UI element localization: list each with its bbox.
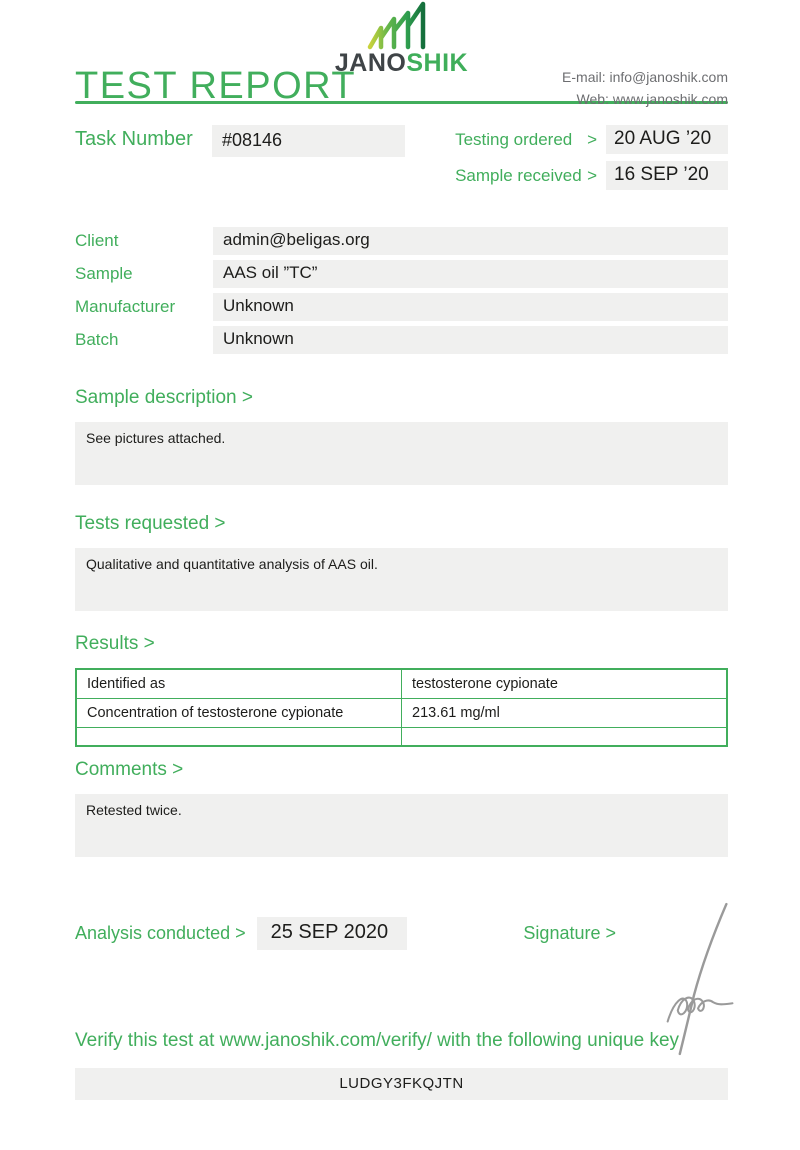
client-value: admin@beligas.org bbox=[213, 227, 728, 255]
table-row bbox=[76, 728, 727, 746]
analysis-conducted-date: 25 SEP 2020 bbox=[257, 917, 407, 950]
table-row bbox=[76, 669, 727, 699]
sample-received-value: 16 SEP ’20 bbox=[606, 161, 728, 190]
analysis-conducted-label: Analysis conducted > bbox=[75, 922, 246, 943]
handwritten-signature bbox=[640, 898, 752, 1060]
sample-description-heading: Sample description > bbox=[75, 387, 253, 408]
contact-block bbox=[562, 40, 728, 108]
dates-group bbox=[455, 125, 728, 190]
batch-label: Batch bbox=[75, 330, 119, 349]
logo-wordmark bbox=[335, 51, 468, 76]
info-row-batch bbox=[75, 326, 728, 354]
info-fields bbox=[75, 227, 728, 354]
results-cell-empty bbox=[76, 728, 402, 746]
logo-word-dark: JANO bbox=[334, 49, 407, 77]
testing-ordered-label: Testing ordered bbox=[455, 129, 573, 149]
email-value: info@janoshik.com bbox=[609, 69, 728, 85]
web-label: Web: bbox=[576, 91, 609, 108]
client-label: Client bbox=[75, 231, 119, 250]
section-tests-requested bbox=[75, 513, 728, 611]
trend-bars-icon bbox=[362, 0, 442, 50]
section-results bbox=[75, 633, 728, 747]
contact-web-line bbox=[562, 88, 728, 110]
results-heading: Results > bbox=[75, 633, 155, 654]
page-title: TEST REPORT bbox=[75, 65, 357, 107]
task-number-value: #08146 bbox=[212, 125, 405, 157]
tests-requested-body: Qualitative and quantitative analysis of AAS oil. bbox=[75, 548, 728, 611]
header bbox=[75, 0, 728, 108]
sample-value: AAS oil ”TC” bbox=[213, 260, 728, 288]
unique-key-value: LUDGY3FKQJTN bbox=[75, 1068, 728, 1100]
results-cell-concentration-label: Concentration of testosterone cypionate bbox=[76, 699, 402, 728]
tests-requested-heading: Tests requested > bbox=[75, 513, 226, 534]
email-label: E-mail: bbox=[562, 69, 606, 85]
task-number-label: Task Number bbox=[75, 128, 193, 150]
results-cell-identified-label: Identified as bbox=[76, 669, 402, 699]
sample-received-row bbox=[455, 161, 728, 190]
analysis-signature-row bbox=[75, 917, 728, 950]
web-value: www.janoshik.com bbox=[612, 91, 728, 108]
section-sample-description bbox=[75, 387, 728, 485]
batch-value: Unknown bbox=[213, 326, 728, 354]
arrow-glyph: > bbox=[587, 129, 597, 149]
sample-description-body: See pictures attached. bbox=[75, 422, 728, 485]
info-row-sample bbox=[75, 260, 728, 288]
testing-ordered-row bbox=[455, 125, 728, 154]
section-comments bbox=[75, 759, 728, 857]
janoshik-logo bbox=[332, 0, 472, 76]
logo-word-green: SHIK bbox=[406, 49, 469, 77]
signature-label: Signature > bbox=[523, 922, 616, 943]
manufacturer-value: Unknown bbox=[213, 293, 728, 321]
sample-label: Sample bbox=[75, 264, 133, 283]
sample-received-label: Sample received bbox=[455, 165, 582, 185]
task-dates-row bbox=[75, 125, 728, 190]
arrow-glyph: > bbox=[587, 165, 597, 185]
task-number-group bbox=[75, 125, 405, 190]
testing-ordered-value: 20 AUG ’20 bbox=[606, 125, 728, 154]
contact-email-line bbox=[562, 66, 728, 88]
table-row bbox=[76, 699, 727, 728]
comments-body: Retested twice. bbox=[75, 794, 728, 857]
results-table bbox=[75, 668, 728, 747]
info-row-client bbox=[75, 227, 728, 255]
results-cell-identified-value: testosterone cypionate bbox=[402, 669, 728, 699]
results-cell-concentration-value: 213.61 mg/ml bbox=[402, 699, 728, 728]
verify-instruction: Verify this test at www.janoshik.com/verify/ with the following unique key bbox=[75, 1029, 680, 1051]
results-cell-empty bbox=[402, 728, 728, 746]
info-row-manufacturer bbox=[75, 293, 728, 321]
comments-heading: Comments > bbox=[75, 758, 184, 780]
manufacturer-label: Manufacturer bbox=[75, 297, 176, 316]
